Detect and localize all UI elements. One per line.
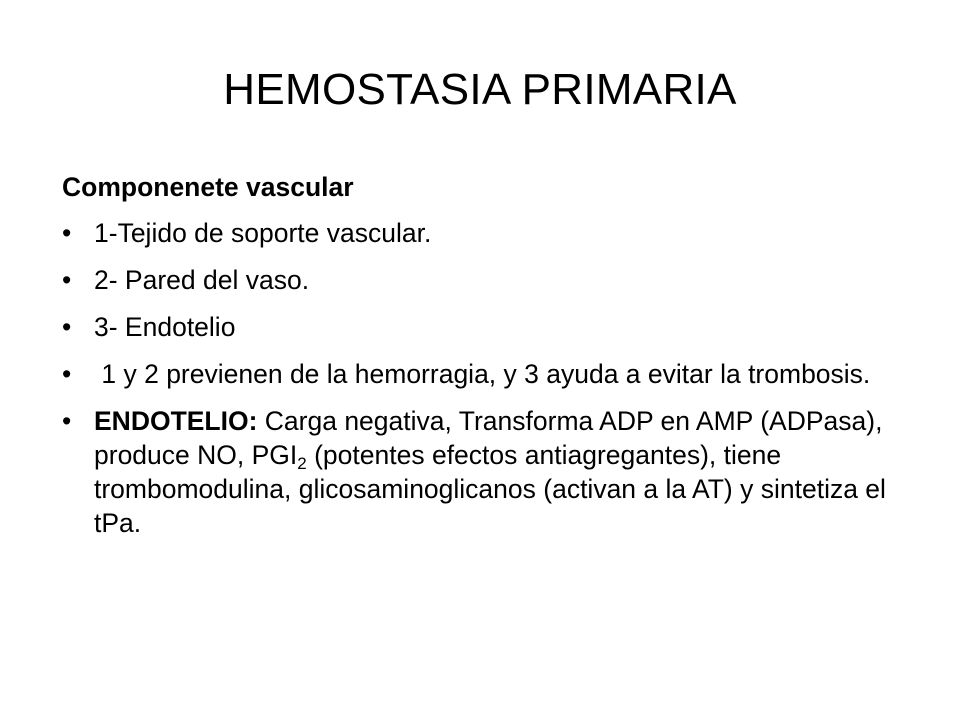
bullet-item (62, 357, 912, 391)
pgi-subscript: 2 (297, 454, 307, 473)
bullet-icon: • (62, 265, 72, 295)
slide-body (62, 170, 912, 553)
bullet-text: 1 y 2 previenen de la hemorragia, y 3 ayuda a evitar la trombosis. (94, 359, 871, 389)
bullet-item (62, 263, 912, 297)
bullet-item (62, 310, 912, 344)
bullet-icon: • (62, 312, 72, 342)
slide-title: HEMOSTASIA PRIMARIA (223, 65, 737, 114)
bullet-icon: • (62, 218, 72, 248)
bullet-item (62, 216, 912, 250)
bullet-icon: • (62, 359, 72, 389)
bullet-icon: • (62, 406, 72, 436)
bullet-list (62, 216, 912, 540)
endotelio-text-b: (potentes efectos antiagregantes), tiene trombomodulina, glicosaminoglicanos (activan a la AT) y sintetiza el tPa. (94, 440, 894, 538)
endotelio-label: ENDOTELIO: (94, 406, 258, 436)
section-heading: Componenete vascular (62, 172, 354, 202)
bullet-text: 2- Pared del vaso. (94, 265, 310, 295)
bullet-text: 1-Tejido de soporte vascular. (94, 218, 432, 248)
bullet-text: 3- Endotelio (94, 312, 236, 342)
endotelio-text-a: Carga negativa, Transforma ADP en AMP (ADPasa), produce NO, PGI (94, 406, 890, 470)
bullet-item-endotelio (62, 404, 912, 540)
